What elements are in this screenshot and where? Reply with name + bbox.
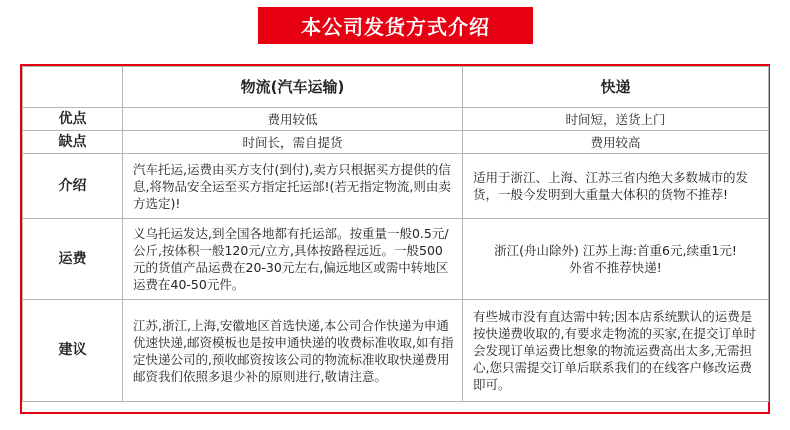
row-intro: [23, 154, 769, 219]
page-title: 本公司发货方式介绍: [301, 15, 490, 39]
header-empty-cell: [23, 67, 123, 108]
pros-logistics: 费用较低: [123, 108, 463, 131]
label-fee: 运费: [23, 219, 123, 300]
intro-logistics: 汽车托运,运费由买方支付(到付),卖方只根据买方提供的信息,将物品安全运至买方指定托运部!(若无指定物流,则由卖方选定)!: [123, 154, 463, 219]
cons-express: 费用较高: [463, 131, 769, 154]
label-cons: 缺点: [23, 131, 123, 154]
advice-logistics: 江苏,浙江,上海,安徽地区首选快递,本公司合作快递为申通优速快递,邮资模板也是按申通快递的收费标准收取,如有指定快递公司的,预收邮资按该公司的物流标准收取快递费用邮资我们依照多退少补的原则进行,敬请注意。: [123, 300, 463, 402]
intro-express: 适用于浙江、上海、江苏三省内绝大多数城市的发货，一般今发明到大重量大体积的货物不推荐!: [463, 154, 769, 219]
row-pros: [23, 108, 769, 131]
label-advice: 建议: [23, 300, 123, 402]
cons-logistics: 时间长，需自提货: [123, 131, 463, 154]
fee-logistics: 义乌托运发达,到全国各地都有托运部。按重量一般0.5元/公斤,按体积一般120元/立方,具体按路程远近。一般500元的货值产品运费在20-30元左右,偏远地区或需中转地区运费在40-50元件。: [123, 219, 463, 300]
label-intro: 介绍: [23, 154, 123, 219]
row-fee: [23, 219, 769, 300]
fee-express: 浙江(舟山除外) 江苏上海:首重6元,续重1元!外省不推荐快递!: [463, 219, 769, 300]
header-logistics: 物流(汽车运输): [123, 67, 463, 108]
row-advice: [23, 300, 769, 402]
shipping-table: [22, 66, 769, 402]
advice-express: 有些城市没有直达需中转;因本店系统默认的运费是按快递费收取的,有要求走物流的买家,在提交订单时会发现订单运费比想象的物流运费高出太多,无需担心,您只需提交订单后联系我们的在线客户修改运费即可。: [463, 300, 769, 402]
page-title-banner: [258, 7, 533, 44]
header-express: 快递: [463, 67, 769, 108]
header-row: [23, 67, 769, 108]
pros-express: 时间短，送货上门: [463, 108, 769, 131]
label-pros: 优点: [23, 108, 123, 131]
row-cons: [23, 131, 769, 154]
